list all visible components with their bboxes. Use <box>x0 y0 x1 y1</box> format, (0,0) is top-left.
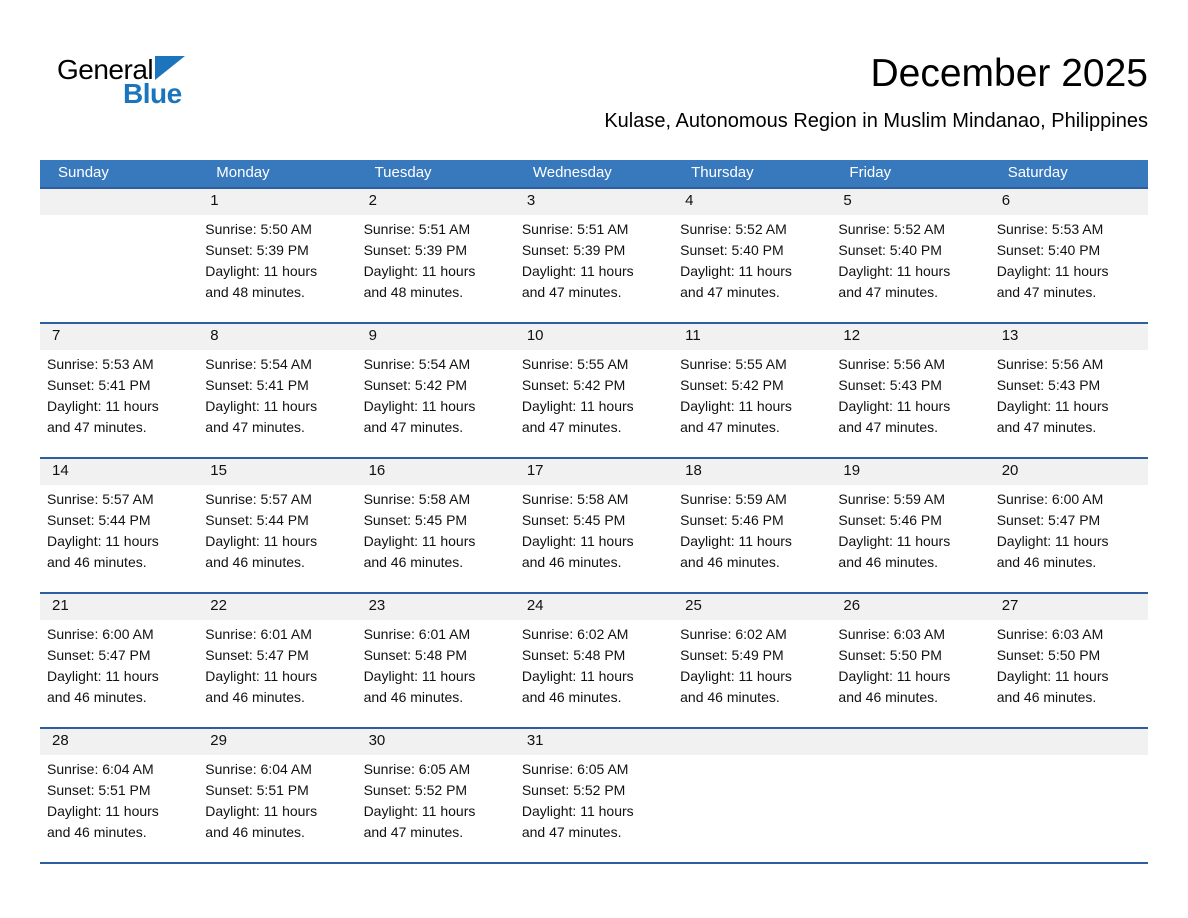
weekday-header: Thursday <box>673 160 831 188</box>
calendar-cell <box>673 458 831 593</box>
calendar-cell <box>831 728 989 863</box>
logo-blue-text: Blue <box>123 78 182 109</box>
location-subtitle: Kulase, Autonomous Region in Muslim Mindanao, Philippines <box>604 110 1148 132</box>
calendar-cell <box>673 728 831 863</box>
day-details <box>831 485 989 585</box>
day-number: 17 <box>515 459 673 485</box>
calendar-cell <box>990 188 1148 323</box>
calendar-cell <box>357 728 515 863</box>
week-row <box>40 323 1148 458</box>
day-details <box>515 215 673 315</box>
day-number: 29 <box>198 729 356 755</box>
sunrise-line: Sunrise: 5:59 AM <box>838 491 946 507</box>
day-number: 31 <box>515 729 673 755</box>
sunset-line: Sunset: 5:52 PM <box>363 782 468 798</box>
sunrise-line: Sunrise: 6:05 AM <box>521 761 629 777</box>
day-details <box>515 755 673 855</box>
calendar-body <box>40 188 1148 863</box>
daylight-line: Daylight: 11 hours and 47 minutes. <box>680 398 792 435</box>
sunrise-line: Sunrise: 5:58 AM <box>363 491 471 507</box>
weekday-header: Saturday <box>990 160 1148 188</box>
sunrise-line: Sunrise: 5:51 AM <box>363 221 471 237</box>
daylight-line: Daylight: 11 hours and 46 minutes. <box>47 803 159 840</box>
sunset-line: Sunset: 5:47 PM <box>47 647 151 663</box>
calendar-cell <box>673 593 831 728</box>
logo-flag-icon <box>155 56 185 80</box>
sunset-line: Sunset: 5:44 PM <box>47 512 151 528</box>
calendar-cell <box>40 458 198 593</box>
day-details <box>673 755 831 771</box>
day-details <box>990 215 1148 315</box>
sunrise-line: Sunrise: 5:58 AM <box>521 491 629 507</box>
sunset-line: Sunset: 5:45 PM <box>363 512 468 528</box>
sunset-line: Sunset: 5:51 PM <box>47 782 151 798</box>
sunrise-line: Sunrise: 5:57 AM <box>205 491 312 507</box>
daylight-line: Daylight: 11 hours and 47 minutes. <box>363 398 476 435</box>
day-number: 13 <box>990 324 1148 350</box>
day-details <box>990 485 1148 585</box>
day-details <box>673 620 831 720</box>
day-number: 21 <box>40 594 198 620</box>
daylight-line: Daylight: 11 hours and 46 minutes. <box>838 533 951 570</box>
daylight-line: Daylight: 11 hours and 47 minutes. <box>205 398 318 435</box>
daylight-line: Daylight: 11 hours and 46 minutes. <box>205 668 318 705</box>
calendar-cell <box>198 728 356 863</box>
sunrise-line: Sunrise: 5:56 AM <box>838 356 946 372</box>
sunrise-line: Sunrise: 6:03 AM <box>838 626 946 642</box>
daylight-line: Daylight: 11 hours and 47 minutes. <box>838 263 951 300</box>
daylight-line: Daylight: 11 hours and 47 minutes. <box>996 263 1109 300</box>
title-block <box>604 52 1148 133</box>
daylight-line: Daylight: 11 hours and 46 minutes. <box>47 668 159 705</box>
sunset-line: Sunset: 5:52 PM <box>521 782 626 798</box>
week-row <box>40 458 1148 593</box>
sunset-line: Sunset: 5:47 PM <box>205 647 309 663</box>
day-number: 27 <box>990 594 1148 620</box>
day-number: 22 <box>198 594 356 620</box>
day-number: 6 <box>990 189 1148 215</box>
sunset-line: Sunset: 5:45 PM <box>521 512 626 528</box>
day-number: 18 <box>673 459 831 485</box>
day-number: 24 <box>515 594 673 620</box>
calendar-cell <box>357 188 515 323</box>
calendar-cell <box>990 323 1148 458</box>
calendar-cell <box>198 593 356 728</box>
daylight-line: Daylight: 11 hours and 46 minutes. <box>680 668 792 705</box>
day-details <box>357 350 515 450</box>
day-number: 11 <box>673 324 831 350</box>
daylight-line: Daylight: 11 hours and 46 minutes. <box>363 668 476 705</box>
calendar-cell <box>990 458 1148 593</box>
day-details <box>515 485 673 585</box>
day-number: 26 <box>831 594 989 620</box>
logo-general-text: General <box>57 54 154 85</box>
calendar-cell <box>40 593 198 728</box>
sunset-line: Sunset: 5:43 PM <box>996 377 1101 393</box>
calendar-cell <box>673 188 831 323</box>
day-number: 15 <box>198 459 356 485</box>
sunrise-line: Sunrise: 6:00 AM <box>996 491 1104 507</box>
sunset-line: Sunset: 5:40 PM <box>680 242 784 258</box>
week-row <box>40 188 1148 323</box>
day-details <box>515 350 673 450</box>
calendar-cell <box>673 323 831 458</box>
day-details <box>990 350 1148 450</box>
calendar-cell <box>831 458 989 593</box>
calendar-cell <box>515 458 673 593</box>
daylight-line: Daylight: 11 hours and 47 minutes. <box>838 398 951 435</box>
weekday-header: Friday <box>831 160 989 188</box>
calendar-cell <box>831 323 989 458</box>
day-number <box>673 729 831 755</box>
sunset-line: Sunset: 5:42 PM <box>363 377 468 393</box>
page-header <box>0 0 1188 160</box>
month-title: December 2025 <box>870 52 1148 95</box>
sunrise-line: Sunrise: 5:59 AM <box>680 491 787 507</box>
sunset-line: Sunset: 5:47 PM <box>996 512 1101 528</box>
day-number: 16 <box>357 459 515 485</box>
day-details <box>515 620 673 720</box>
calendar-cell <box>198 188 356 323</box>
day-details <box>831 620 989 720</box>
daylight-line: Daylight: 11 hours and 46 minutes. <box>521 533 634 570</box>
logo <box>57 56 185 108</box>
day-number: 9 <box>357 324 515 350</box>
weekday-header: Wednesday <box>515 160 673 188</box>
calendar-wrap <box>40 160 1148 864</box>
calendar-cell <box>198 323 356 458</box>
daylight-line: Daylight: 11 hours and 46 minutes. <box>680 533 792 570</box>
sunset-line: Sunset: 5:51 PM <box>205 782 309 798</box>
calendar-table <box>40 160 1148 864</box>
sunrise-line: Sunrise: 6:04 AM <box>47 761 154 777</box>
sunset-line: Sunset: 5:46 PM <box>838 512 942 528</box>
day-number: 19 <box>831 459 989 485</box>
weekday-header: Sunday <box>40 160 198 188</box>
sunset-line: Sunset: 5:41 PM <box>205 377 309 393</box>
calendar-cell <box>831 593 989 728</box>
sunset-line: Sunset: 5:49 PM <box>680 647 784 663</box>
sunrise-line: Sunrise: 6:01 AM <box>363 626 471 642</box>
day-details <box>198 620 356 720</box>
sunrise-line: Sunrise: 5:56 AM <box>996 356 1104 372</box>
day-number: 1 <box>198 189 356 215</box>
day-number: 14 <box>40 459 198 485</box>
day-details <box>40 215 198 231</box>
day-number: 20 <box>990 459 1148 485</box>
calendar-cell <box>357 458 515 593</box>
sunrise-line: Sunrise: 6:02 AM <box>521 626 629 642</box>
weekday-header: Tuesday <box>357 160 515 188</box>
daylight-line: Daylight: 11 hours and 46 minutes. <box>363 533 476 570</box>
day-details <box>198 485 356 585</box>
calendar-cell <box>990 593 1148 728</box>
day-details <box>357 215 515 315</box>
day-details <box>198 755 356 855</box>
day-number <box>831 729 989 755</box>
day-details <box>357 755 515 855</box>
day-details <box>357 485 515 585</box>
sunset-line: Sunset: 5:44 PM <box>205 512 309 528</box>
day-details <box>40 755 198 855</box>
day-details <box>40 485 198 585</box>
day-number: 23 <box>357 594 515 620</box>
day-details <box>357 620 515 720</box>
sunset-line: Sunset: 5:42 PM <box>680 377 784 393</box>
day-number: 7 <box>40 324 198 350</box>
sunset-line: Sunset: 5:40 PM <box>838 242 942 258</box>
daylight-line: Daylight: 11 hours and 46 minutes. <box>47 533 159 570</box>
daylight-line: Daylight: 11 hours and 47 minutes. <box>521 803 634 840</box>
sunset-line: Sunset: 5:39 PM <box>205 242 309 258</box>
daylight-line: Daylight: 11 hours and 47 minutes. <box>363 803 476 840</box>
day-details <box>198 215 356 315</box>
day-details <box>673 485 831 585</box>
daylight-line: Daylight: 11 hours and 48 minutes. <box>363 263 476 300</box>
day-number: 4 <box>673 189 831 215</box>
sunrise-line: Sunrise: 5:55 AM <box>680 356 787 372</box>
daylight-line: Daylight: 11 hours and 46 minutes. <box>996 533 1109 570</box>
daylight-line: Daylight: 11 hours and 47 minutes. <box>521 398 634 435</box>
sunset-line: Sunset: 5:50 PM <box>838 647 942 663</box>
daylight-line: Daylight: 11 hours and 47 minutes. <box>521 263 634 300</box>
calendar-cell <box>40 728 198 863</box>
day-number <box>40 189 198 215</box>
week-row <box>40 728 1148 863</box>
calendar-cell <box>515 593 673 728</box>
weekday-row <box>40 160 1148 188</box>
day-details <box>198 350 356 450</box>
day-details <box>40 350 198 450</box>
sunrise-line: Sunrise: 5:55 AM <box>521 356 629 372</box>
daylight-line: Daylight: 11 hours and 46 minutes. <box>521 668 634 705</box>
sunset-line: Sunset: 5:39 PM <box>521 242 626 258</box>
calendar-cell <box>40 188 198 323</box>
sunset-line: Sunset: 5:39 PM <box>363 242 468 258</box>
sunrise-line: Sunrise: 6:00 AM <box>47 626 154 642</box>
sunrise-line: Sunrise: 5:54 AM <box>205 356 312 372</box>
day-details <box>990 620 1148 720</box>
calendar-cell <box>357 323 515 458</box>
calendar-cell <box>831 188 989 323</box>
day-number: 25 <box>673 594 831 620</box>
calendar-cell <box>40 323 198 458</box>
sunset-line: Sunset: 5:42 PM <box>521 377 626 393</box>
calendar-cell <box>198 458 356 593</box>
day-details <box>831 755 989 771</box>
daylight-line: Daylight: 11 hours and 46 minutes. <box>996 668 1109 705</box>
daylight-line: Daylight: 11 hours and 46 minutes. <box>838 668 951 705</box>
day-details <box>673 350 831 450</box>
sunrise-line: Sunrise: 5:50 AM <box>205 221 312 237</box>
day-number: 30 <box>357 729 515 755</box>
calendar-cell <box>357 593 515 728</box>
daylight-line: Daylight: 11 hours and 48 minutes. <box>205 263 318 300</box>
daylight-line: Daylight: 11 hours and 47 minutes. <box>47 398 159 435</box>
day-number: 5 <box>831 189 989 215</box>
day-number: 28 <box>40 729 198 755</box>
sunset-line: Sunset: 5:48 PM <box>521 647 626 663</box>
calendar-cell <box>515 188 673 323</box>
day-number: 12 <box>831 324 989 350</box>
calendar-cell <box>990 728 1148 863</box>
sunrise-line: Sunrise: 6:05 AM <box>363 761 471 777</box>
day-details <box>831 350 989 450</box>
weekday-header: Monday <box>198 160 356 188</box>
sunrise-line: Sunrise: 6:03 AM <box>996 626 1104 642</box>
day-number: 10 <box>515 324 673 350</box>
sunset-line: Sunset: 5:50 PM <box>996 647 1101 663</box>
sunrise-line: Sunrise: 5:52 AM <box>838 221 946 237</box>
sunrise-line: Sunrise: 5:51 AM <box>521 221 629 237</box>
week-row <box>40 593 1148 728</box>
day-details <box>40 620 198 720</box>
day-details <box>831 215 989 315</box>
daylight-line: Daylight: 11 hours and 47 minutes. <box>680 263 792 300</box>
sunset-line: Sunset: 5:41 PM <box>47 377 151 393</box>
daylight-line: Daylight: 11 hours and 46 minutes. <box>205 803 318 840</box>
day-number <box>990 729 1148 755</box>
sunset-line: Sunset: 5:43 PM <box>838 377 942 393</box>
sunrise-line: Sunrise: 5:57 AM <box>47 491 154 507</box>
day-number: 2 <box>357 189 515 215</box>
day-details <box>990 755 1148 771</box>
sunrise-line: Sunrise: 5:53 AM <box>996 221 1104 237</box>
daylight-line: Daylight: 11 hours and 47 minutes. <box>996 398 1109 435</box>
day-details <box>673 215 831 315</box>
calendar-cell <box>515 323 673 458</box>
sunset-line: Sunset: 5:46 PM <box>680 512 784 528</box>
sunrise-line: Sunrise: 5:52 AM <box>680 221 787 237</box>
daylight-line: Daylight: 11 hours and 46 minutes. <box>205 533 318 570</box>
sunset-line: Sunset: 5:40 PM <box>996 242 1101 258</box>
sunrise-line: Sunrise: 6:04 AM <box>205 761 312 777</box>
calendar-cell <box>515 728 673 863</box>
day-number: 3 <box>515 189 673 215</box>
day-number: 8 <box>198 324 356 350</box>
sunrise-line: Sunrise: 5:53 AM <box>47 356 154 372</box>
sunset-line: Sunset: 5:48 PM <box>363 647 468 663</box>
sunrise-line: Sunrise: 6:02 AM <box>680 626 787 642</box>
sunrise-line: Sunrise: 6:01 AM <box>205 626 312 642</box>
sunrise-line: Sunrise: 5:54 AM <box>363 356 471 372</box>
